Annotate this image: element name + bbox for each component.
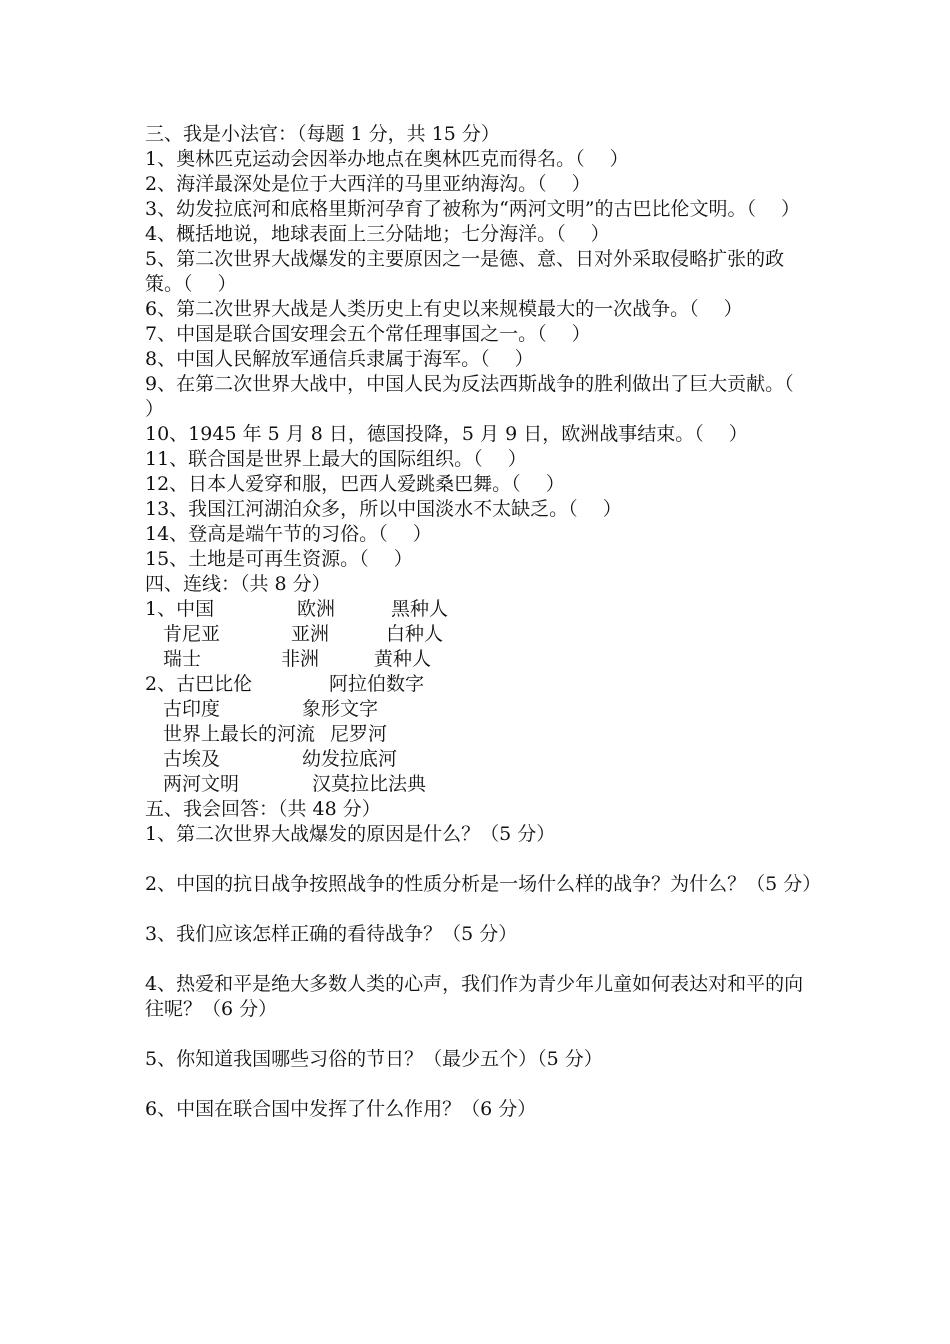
match-left: 古印度 (163, 698, 221, 720)
judge-item-12: 12、日本人爱穿和服，巴西人爱跳桑巴舞。（ ） (145, 473, 565, 495)
match-race: 白种人 (386, 623, 444, 645)
match-right: 象形文字 (302, 698, 379, 720)
answer-space (145, 947, 815, 972)
match-continent: 非洲 (281, 648, 320, 670)
answer-question-1: 1、第二次世界大战爆发的原因是什么？（5 分） (145, 823, 556, 845)
match-row (145, 697, 815, 722)
match-row (145, 747, 815, 772)
section5-heading: 五、我会回答：（共 48 分） (145, 798, 381, 820)
match-right: 汉莫拉比法典 (312, 773, 427, 795)
match-race: 黄种人 (374, 648, 432, 670)
judge-item-13: 13、我国江河湖泊众多，所以中国淡水不太缺乏。（ ） (145, 498, 622, 520)
match-row (145, 597, 815, 622)
answer-question-5: 5、你知道我国哪些习俗的节日？（最少五个）（5 分） (145, 1048, 603, 1070)
match-row (145, 672, 815, 697)
judge-item-6: 6、第二次世界大战是人类历史上有史以来规模最大的一次战争。（ ） (145, 298, 743, 320)
exam-page (145, 122, 822, 1122)
match-continent: 亚洲 (291, 623, 330, 645)
judge-item-15: 15、土地是可再生资源。（ ） (145, 548, 413, 570)
match-country: 1、中国 (145, 598, 215, 620)
judge-item-8: 8、中国人民解放军通信兵隶属于海军。（ ） (145, 348, 534, 370)
match-left: 2、古巴比伦 (145, 673, 253, 695)
match-left: 两河文明 (163, 773, 240, 795)
match-left: 古埃及 (163, 748, 221, 770)
answer-question-3: 3、我们应该怎样正确的看待战争？（5 分） (145, 923, 518, 945)
match-right: 尼罗河 (330, 723, 388, 745)
judge-item-4: 4、概括地说，地球表面上三分陆地；七分海洋。（ ） (145, 223, 610, 245)
section4-heading: 四、连线：（共 8 分） (145, 573, 331, 595)
judge-item-11: 11、联合国是世界上最大的国际组织。（ ） (145, 448, 527, 470)
judge-item-14: 14、登高是端午节的习俗。（ ） (145, 523, 432, 545)
judge-item-1: 1、奥林匹克运动会因举办地点在奥林匹克而得名。（ ） (145, 148, 629, 170)
judge-item-2: 2、海洋最深处是位于大西洋的马里亚纳海沟。（ ） (145, 173, 591, 195)
judge-item-3: 3、幼发拉底河和底格里斯河孕育了被称为“两河文明”的古巴比伦文明。（ ） (145, 198, 801, 220)
section3-heading: 三、我是小法官：（每题 1 分，共 15 分） (145, 123, 500, 145)
match-row (145, 722, 815, 747)
answer-question-6: 6、中国在联合国中发挥了什么作用？（6 分） (145, 1098, 537, 1120)
judge-item-7: 7、中国是联合国安理会五个常任理事国之一。（ ） (145, 323, 591, 345)
judge-item-10: 10、1945 年 5 月 8 日，德国投降，5 月 9 日，欧洲战事结束。（ ） (145, 423, 748, 445)
answer-question-4: 4、热爱和平是绝大多数人类的心声，我们作为青少年儿童如何表达对和平的向往呢？（6 分） (145, 973, 804, 1020)
match-right: 阿拉伯数字 (329, 673, 425, 695)
match-continent: 欧洲 (297, 598, 336, 620)
match-row (145, 772, 815, 797)
answer-question-2: 2、中国的抗日战争按照战争的性质分析是一场什么样的战争？为什么？（5 分） (145, 873, 822, 895)
match-row (145, 647, 815, 672)
match-row (145, 622, 815, 647)
match-country: 瑞士 (163, 648, 202, 670)
judge-item-9: 9、在第二次世界大战中，中国人民为反法西斯战争的胜利做出了巨大贡献。（ ） (145, 373, 819, 420)
match-country: 肯尼亚 (163, 623, 221, 645)
match-race: 黑种人 (391, 598, 449, 620)
judge-item-5: 5、第二次世界大战爆发的主要原因之一是德、意、日对外采取侵略扩张的政策。（ ） (145, 248, 785, 295)
match-left: 世界上最长的河流 (163, 723, 316, 745)
answer-space (145, 1022, 815, 1047)
answer-space (145, 897, 815, 922)
match-right: 幼发拉底河 (302, 748, 398, 770)
answer-space (145, 1072, 815, 1097)
answer-space (145, 847, 815, 872)
